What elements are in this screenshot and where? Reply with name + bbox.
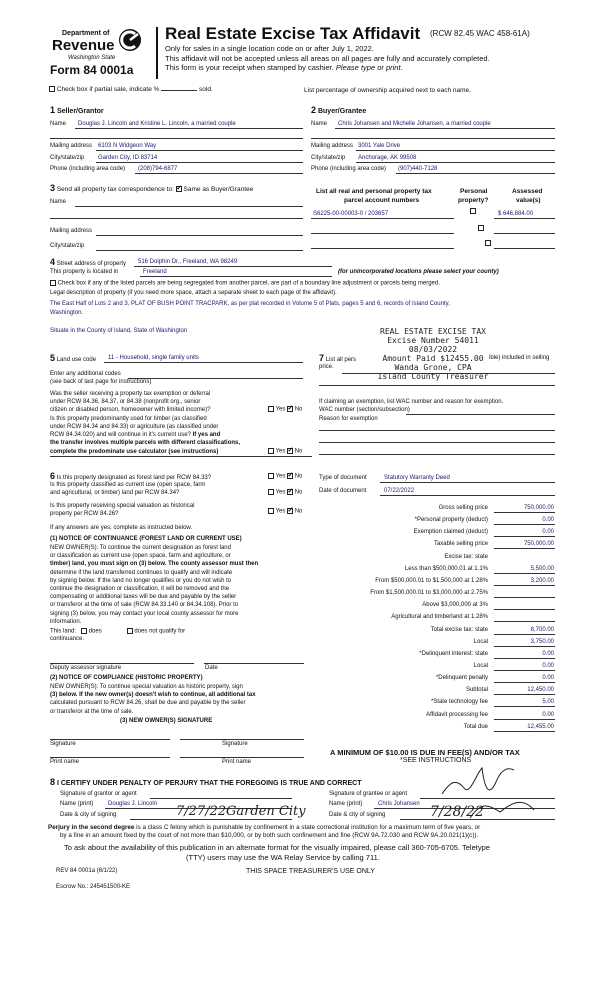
notice-continuance-line: continue the designation or classification, it will be removed and the — [50, 586, 230, 593]
located-in-label: This property is located in — [50, 269, 119, 275]
seller-heading: 1 Seller/Grantor — [50, 105, 104, 115]
parcel-col-header-3b: value(s) — [516, 197, 541, 204]
legal-description-label: Legal description of property (if you need more space, attach a separate sheet to each page of the affidavit). — [50, 290, 337, 296]
grantor-printed-name[interactable]: Douglas J. Lincoln — [108, 801, 158, 807]
seller-phone-label: Phone (including area code) — [50, 166, 126, 172]
parcel-number[interactable]: S6225-00-00003-0 / 203657 — [313, 211, 389, 217]
seller-mailing-address[interactable]: 6103 N Widgeon Way — [98, 143, 157, 149]
grantor-signature-label: Signature of grantor or agent — [60, 791, 137, 797]
treasurer-use-label: THIS SPACE TREASURER'S USE ONLY — [246, 868, 375, 875]
header-note-2: This affidavit will not be accepted unless all areas on all pages are fully and accurately completed. — [165, 54, 490, 63]
header-note-3: This form is your receipt when stamped by cashier. Please type or print. — [165, 63, 403, 72]
tax-row-label: From $500,000.01 to $1,500,000 at 1.28% — [375, 577, 488, 584]
notice-compliance-line: or transferor at the time of sale. — [50, 708, 134, 715]
timber-yes-checkbox[interactable] — [268, 448, 274, 454]
street-address[interactable]: 516 Dolphin Dr., Freeland, WA 98249 — [138, 259, 238, 265]
tax-row-label: Excise tax: state — [444, 553, 488, 560]
tax-row-label: Local — [473, 662, 488, 669]
new-owner-signature-label-2: Signature — [222, 741, 248, 747]
correspondence-city-label: City/state/zip — [50, 243, 85, 249]
stamp-line4: Amount Paid $12455.00 — [382, 354, 484, 363]
tax-row-label: Exemption claimed (deduct) — [413, 529, 488, 536]
historic-yes-no: Yes ✓ No — [268, 508, 302, 515]
tax-row-label: *Delinquent interest: state — [419, 650, 488, 657]
stamp-line2: Excise Number 54011 — [387, 336, 479, 345]
deputy-date-label: Date — [205, 665, 218, 671]
buyer-mailing-label: Mailing address — [311, 143, 354, 149]
grantee-signature-label: Signature of grantee or agent — [329, 791, 408, 797]
tax-row-label: Above $3,000,000 at 3% — [422, 602, 488, 609]
exemption-question-3: citizen or disabled person, homeowner with limited income)? — [50, 407, 211, 413]
tax-row-value[interactable]: 5,500.00 — [530, 565, 554, 572]
segregated-row: Check box if any of the listed parcels are being segregated from another parcel, are part of a boundary line adjustment or parcels being merged. — [50, 280, 440, 287]
tax-row-value[interactable]: 0.00 — [542, 650, 554, 657]
tax-row-value[interactable]: 0.00 — [542, 662, 554, 669]
correspondence-mailing-label: Mailing address — [50, 228, 93, 234]
grantee-date-city-label: Date & city of signing — [329, 812, 386, 818]
timber-question-1: Is this property predominantly used for timber (as classified — [50, 416, 207, 422]
escrow-number: Escrow No.: 245451500-KE — [56, 884, 131, 890]
historic-question-1: Is this property receiving special valuation as historical — [50, 503, 195, 509]
notice-continuance-line: or classification as current use (open space, farm and agriculture, or — [50, 553, 231, 560]
grantor-date-city-label: Date & city of signing — [60, 812, 117, 818]
tax-row-label: *Delinquent penalty — [435, 675, 488, 682]
buyer-city-state-zip[interactable]: Anchorage, AK 99508 — [358, 155, 417, 161]
grantor-name-label: Name (print) — [60, 801, 94, 807]
land-use-code[interactable]: 11 - Household, single family units — [108, 355, 199, 361]
ownership-note: List percentage of ownership acquired next to each name. — [304, 87, 471, 94]
notice-continuance-line: compensating or additional taxes will be due and payable by the seller — [50, 594, 237, 601]
forest-yes-checkbox[interactable] — [268, 473, 274, 479]
parcel-col-header-3a: Assessed — [512, 188, 543, 195]
street-address-label: 4 Street address of property — [50, 257, 127, 267]
current-use-no-checkbox[interactable] — [287, 489, 293, 495]
form-number: Form 84 0001a — [50, 63, 134, 77]
notice-continuance-line: signing (3) below, you may contact your local county assessor for more — [50, 610, 239, 617]
correspondence-name-label: Name — [50, 199, 67, 205]
notice-continuance-line: information. — [50, 618, 82, 625]
this-land-row: This land: does does not qualify for — [50, 628, 186, 635]
exemption-yes-checkbox[interactable] — [268, 406, 274, 412]
notice-compliance-line: (3) below. If the new owner(s) doesn't wish to continue, all additional tax — [50, 692, 256, 699]
perjury-line-2: by a fine in an amount fixed by the court of not more than $10,000, or by both such confinement and fine (RCW 9A.72.030 and RCW 9A.20.021(1)(c)). — [60, 832, 479, 839]
stamp-line1: REAL ESTATE EXCISE TAX — [380, 327, 486, 336]
exemption-wac-note: If claiming an exemption, list WAC number and reason for exemption. — [319, 399, 504, 405]
notice-compliance-text — [50, 683, 256, 716]
notice-compliance-line: NEW OWNER(S): To continue special valuation as historic property, sign — [50, 684, 243, 690]
parcel-col-header-1a: List all real and personal property tax — [316, 188, 432, 195]
forest-no-checkbox[interactable] — [287, 473, 293, 479]
timber-question-3: RCW 84.34.020) and will continue in it's current use? If yes and — [50, 432, 221, 438]
perjury-line-1: Perjury in the second degree is a class C felony which is punishable by confinement in a state correctional institution for a maximum term of five years, or — [48, 824, 481, 831]
personal-property-list-label: 7 List all pers — [319, 353, 357, 363]
tax-row-value[interactable]: 750,000.00 — [523, 505, 554, 511]
tax-row-label: *Personal property (deduct) — [414, 517, 488, 524]
historic-question-2: property per RCW 84.26? — [50, 511, 119, 517]
forest-yes-no: Yes ✓ No — [268, 473, 302, 480]
personal-property-checkbox-1[interactable] — [470, 208, 476, 214]
alternate-format-line-1: To ask about the availability of this publication in an alternate format for the visually impaired, please call 360-705-6705. Teletype — [64, 843, 490, 852]
tax-row-label: Local — [473, 638, 488, 645]
seller-city-state-zip[interactable]: Garden City, ID 83714 — [98, 155, 158, 161]
buyer-phone-label: Phone (including area code) — [311, 166, 387, 172]
personal-property-list-cont: ible) included in selling — [489, 355, 550, 361]
parcel-col-header-1b: parcel account numbers — [344, 197, 420, 204]
complete-instructions: If any answers are yes, complete as instructed below. — [50, 525, 193, 531]
buyer-mailing-address[interactable]: 3001 Yale Drive — [358, 143, 401, 149]
notice-continuance-heading: (1) NOTICE OF CONTINUANCE (FOREST LAND OR CURRENT USE) — [50, 536, 242, 542]
document-type-label: Type of document — [319, 475, 367, 481]
historic-no-checkbox[interactable] — [287, 508, 293, 514]
partial-sale-row: Check box if partial sale, indicate % sold. — [49, 86, 213, 93]
seller-city-label: City/state/zip — [50, 155, 85, 161]
continuance-label: continuance. — [50, 636, 85, 642]
see-back-note: (see back of last page for instructions) — [50, 379, 152, 385]
title-citation: (RCW 82.45 WAC 458-61A) — [430, 29, 530, 38]
tax-row-value[interactable]: 0.00 — [542, 529, 554, 536]
new-owner-signature-label-1: Signature — [50, 741, 76, 747]
timber-no-checkbox[interactable] — [287, 448, 293, 454]
does-qualify-checkbox[interactable] — [81, 628, 87, 634]
legal-description-line1[interactable]: The East Half of Lots 2 and 3, PLAT OF BUSH POINT TRACPARK, as per plat recorded in Volume 5 of Plats, pages 5 and 6, records of Island County, — [50, 301, 450, 307]
tax-row-value[interactable]: 750,000.00 — [523, 541, 554, 548]
personal-property-checkbox-2[interactable] — [478, 225, 484, 231]
tax-row-value[interactable]: 8,700.00 — [530, 626, 554, 633]
current-use-question-2: and agricultural, or timber) land per RCW 84.34? — [50, 490, 180, 496]
additional-codes-label: Enter any additional codes — [50, 371, 121, 377]
timber-question-2: under RCW 84.34 and 84.33) or agriculture (as classified under — [50, 424, 219, 430]
notice-continuance-line: NEW OWNER(S): To continue the current designation as forest land — [50, 545, 231, 551]
notice-continuance-text — [50, 544, 258, 626]
legal-description-line3[interactable]: Situate in the County of Island, State of Washington — [50, 328, 188, 334]
tax-row-label: Total excise tax: state — [430, 626, 488, 633]
tax-row-label: *State technology fee — [430, 699, 488, 706]
new-owner-signature-heading: (3) NEW OWNER(S) SIGNATURE — [120, 718, 213, 724]
new-owner-print-name-2: Print name — [222, 759, 252, 765]
department-logo-icon — [118, 28, 142, 52]
legal-description-line2[interactable]: Washington. — [50, 310, 84, 316]
personal-property-list-price: price. — [319, 364, 334, 370]
unincorporated-note: (for unincorporated locations please select your county) — [338, 269, 499, 275]
grantee-printed-name[interactable]: Chris Johansen — [378, 801, 420, 807]
header-note-1: Only for sales in a single location code on or after July 1, 2022. — [165, 44, 374, 53]
segregated-checkbox[interactable] — [50, 280, 56, 286]
stamp-line5: Wanda Grone, CPA — [394, 363, 472, 372]
buyer-heading: 2 Buyer/Grantee — [311, 105, 367, 115]
document-date[interactable]: 07/22/2022 — [384, 488, 415, 494]
correspondence-heading: 3 Send all property tax correspondence to: ✓ Same as Buyer/Grantee — [50, 183, 253, 193]
notice-continuance-line: timber) land, you must sign on (3) below. The county assessor must then — [50, 561, 259, 568]
exemption-question-1: Was the seller receiving a property tax exemption or deferral — [50, 391, 211, 397]
same-as-buyer-checkbox[interactable] — [176, 186, 182, 192]
wac-number-label: WAC number (section/subsection) — [319, 407, 410, 413]
parcel-col-header-2b: property? — [458, 197, 489, 204]
parcel-col-header-2a: Personal — [460, 188, 488, 195]
new-owner-print-name-1: Print name — [50, 759, 80, 765]
page-title: Real Estate Excise Tax Affidavit — [165, 24, 421, 43]
minimum-fee-note: A MINIMUM OF $10.00 IS DUE IN FEE(S) AND/OR TAX — [330, 748, 520, 757]
deputy-assessor-signature-label: Deputy assessor signature — [50, 665, 122, 671]
agency-name-line3: Washington State — [68, 55, 116, 61]
tax-row-value[interactable]: 0.00 — [542, 711, 554, 718]
tax-row-value[interactable]: 0.00 — [542, 517, 554, 524]
notice-compliance-line: calculated pursuant to RCW 84.26, shall be due and payable by the seller — [50, 700, 246, 707]
notice-continuance-line: or transferor at the time of sale (RCW 84.33.140 or 84.34.108). Prior to — [50, 602, 239, 609]
assessed-value[interactable]: $ 646,884.00 — [498, 211, 534, 217]
tax-row-value[interactable]: 12,455.00 — [527, 723, 554, 730]
revision-label: REV 84 0001a (6/1/22) — [56, 868, 118, 874]
timber-question-4: the transfer involves multiple parcels with different classifications, — [50, 440, 241, 446]
tax-row-label: Gross selling price — [438, 505, 488, 511]
grantee-signing-date[interactable]: 7/28/22 — [430, 804, 484, 820]
grantor-signing-date[interactable]: 7/27/22 — [176, 804, 227, 819]
stamp-line3: 08/03/2022 — [408, 345, 458, 354]
personal-property-checkbox-3[interactable] — [485, 240, 491, 246]
tax-row-value[interactable]: 3,200.00 — [530, 577, 554, 584]
tax-row-value[interactable]: 5.00 — [542, 699, 554, 706]
current-use-yes-no: Yes ✓ No — [268, 489, 302, 496]
timber-yes-no: Yes ✓ No — [268, 448, 302, 455]
certification-heading: 8 I CERTIFY UNDER PENALTY OF PERJURY THAT THE FOREGOING IS TRUE AND CORRECT — [50, 777, 362, 787]
notice-continuance-line: by signing below. If the land no longer qualifies or you do not wish to — [50, 577, 232, 584]
seller-name[interactable]: Douglas J. Lincoln and Kristine L. Lincoln, a married couple — [78, 121, 236, 127]
seller-name-label: Name — [50, 121, 67, 127]
tax-row-label: Taxable selling price — [433, 541, 488, 548]
buyer-name[interactable]: Chris Johansen and Michelle Johansen, a married couple — [338, 121, 491, 127]
tax-row-value[interactable]: 12,450.00 — [527, 687, 554, 694]
tax-row-label: Affidavit processing fee — [426, 711, 488, 718]
tax-row-value[interactable]: 3,750.00 — [530, 638, 554, 645]
alternate-format-line-2: (TTY) users may use the WA Relay Service by calling 711. — [186, 853, 380, 862]
grantor-signing-city[interactable]: Garden City — [226, 804, 306, 819]
see-instructions-note: *SEE INSTRUCTIONS — [400, 757, 472, 764]
exemption-reason-label: Reason for exemption — [319, 416, 378, 422]
tax-row-label: Subtotal — [465, 687, 488, 694]
does-not-qualify-checkbox[interactable] — [127, 628, 133, 634]
tax-row-label: Agricultural and timberland at 1.28% — [391, 614, 488, 621]
agency-name-line1: Department of — [62, 30, 110, 37]
forest-land-question: 6 Is this property designated as forest land per RCW 84.33? — [50, 471, 212, 481]
buyer-name-label: Name — [311, 121, 328, 127]
document-date-label: Date of document — [319, 488, 367, 494]
agency-name-line2: Revenue — [52, 37, 115, 54]
historic-yes-checkbox[interactable] — [268, 508, 274, 514]
partial-sale-checkbox[interactable] — [49, 86, 55, 92]
seller-mailing-label: Mailing address — [50, 143, 93, 149]
buyer-city-label: City/state/zip — [311, 155, 346, 161]
buyer-phone[interactable]: (907)440-7128 — [398, 166, 438, 172]
exemption-yes-no: Yes ✓ No — [268, 406, 302, 413]
tax-row-label: Total due — [463, 723, 488, 730]
grantee-signature-scribble-icon — [430, 760, 540, 820]
current-use-yes-checkbox[interactable] — [268, 489, 274, 495]
stamp-line6: Island County Treasurer — [377, 372, 489, 381]
notice-compliance-heading: (2) NOTICE OF COMPLIANCE (HISTORIC PROPERTY) — [50, 675, 203, 681]
land-use-label: 5 Land use code — [50, 353, 97, 363]
seller-phone[interactable]: (208)794-6877 — [138, 166, 178, 172]
notice-continuance-line: determine if the land transferred continues to qualify and will indicate — [50, 569, 233, 576]
current-use-question-1: Is this property classified as current use (open space, farm — [50, 482, 206, 488]
header-divider — [156, 27, 158, 79]
exemption-no-checkbox[interactable] — [287, 406, 293, 412]
located-in[interactable]: Freeland — [143, 269, 167, 275]
exemption-question-2: under RCW 84.36, 84.37, or 84.38 (nonprofit org., senior — [50, 399, 201, 405]
document-type[interactable]: Statutory Warranty Deed — [384, 475, 450, 481]
tax-row-value[interactable]: 0.00 — [542, 675, 554, 682]
tax-row-label: Less than $500,000.01 at 1.1% — [404, 565, 488, 572]
grantee-name-label: Name (print) — [329, 801, 363, 807]
tax-row-label: From $1,500,000.01 to $3,000,000 at 2.75% — [370, 590, 488, 597]
timber-question-5: complete the predominate use calculator (see instructions) — [50, 449, 219, 455]
